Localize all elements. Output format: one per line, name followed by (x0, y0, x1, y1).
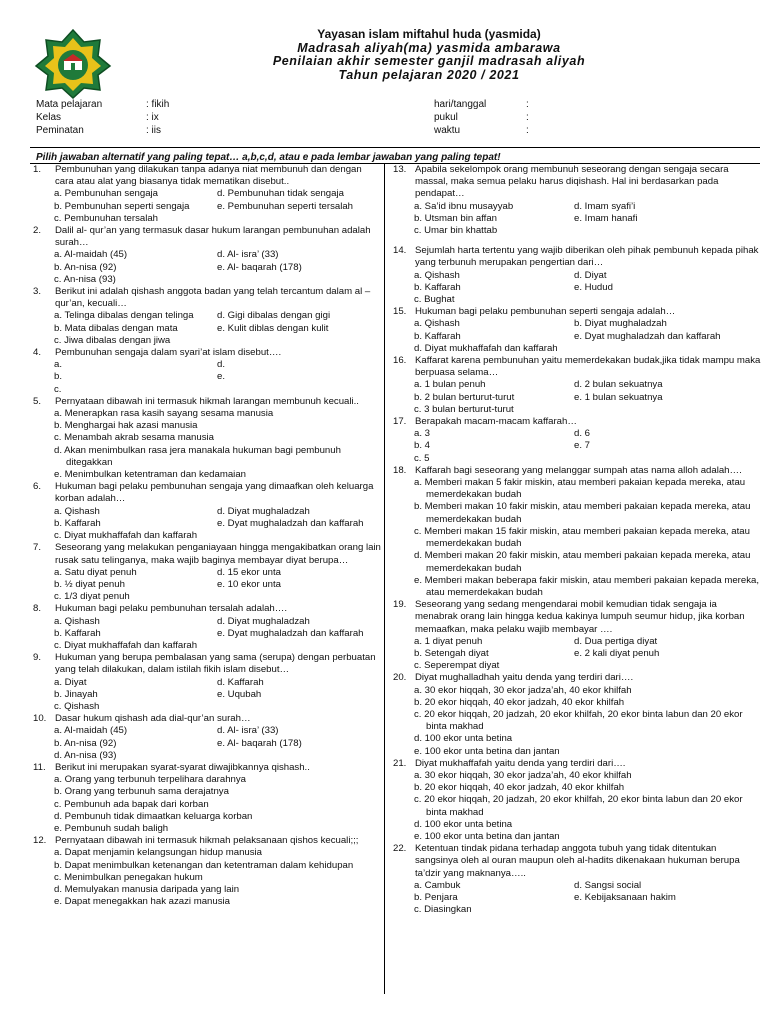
option-a[interactable]: a. Qishash (54, 505, 100, 517)
question-text: Hukuman bagi pelaku pembunuhan seperti sengaja adalah… (415, 306, 676, 318)
exam-info-right (434, 98, 529, 137)
option-d[interactable]: d. Dua pertiga diyat (574, 635, 658, 647)
option-d[interactable]: d. Sangsi social (574, 879, 642, 891)
question-text: Hukuman yang berupa pembalasan yang sama (serupa) dengan perbuatan yang telah dilakukan, dalam istilah fikih islam disebut… (55, 652, 376, 676)
option-c[interactable]: c. 1/3 diyat penuh (54, 591, 130, 603)
option-c[interactable]: c. 3 bulan berturut-turut (414, 403, 514, 415)
option-e[interactable]: e. Pembunuh sudah baligh (54, 822, 169, 834)
question-18 (390, 465, 762, 599)
question-number: 4. (33, 347, 42, 359)
option-d[interactable]: d. Al- isra’ (33) (217, 249, 279, 261)
document-header (120, 28, 738, 82)
option-e[interactable]: e. Uqubah (217, 688, 262, 700)
question-text: Dasar hukum qishash ada dial-qur’an surah… (55, 713, 251, 725)
question-number: 13. (393, 164, 407, 175)
option-b[interactable]: b. Pembunuhan seperti sengaja (54, 200, 190, 212)
question-number: 21. (393, 757, 407, 769)
question-17 (390, 416, 762, 465)
question-21 (390, 758, 762, 843)
option-a[interactable]: a. Al-maidah (45) (54, 249, 128, 261)
question-number: 18. (393, 464, 407, 476)
academic-year: Tahun pelajaran 2020 / 2021 (338, 67, 520, 82)
question-8 (30, 603, 382, 652)
option-b[interactable]: b. 4 (414, 440, 431, 452)
option-e[interactable]: e. Imam hanafi (574, 212, 638, 224)
option-c[interactable]: c. Menambah akrab sesama manusia (54, 432, 214, 444)
option-a[interactable]: a. Satu diyat penuh (54, 566, 137, 578)
option-c[interactable]: c. Menimbulkan penegakan hukum (54, 871, 203, 883)
question-text: Berapakah macam-macam kaffarah… (415, 416, 577, 428)
question-text: Apabila sekelompok orang membunuh seseorang dengan sengaja secara massal, maka semua pelaku harus diqishash. Hal ini berdasarkan pada pendapat… (415, 164, 729, 200)
question-9 (30, 652, 382, 713)
question-number: 14. (393, 245, 407, 257)
option-d[interactable]: d. Pembunuh tidak dimaatkan keluarga korban (54, 810, 253, 822)
option-b[interactable]: b. Utsman bin affan (414, 212, 498, 224)
question-number: 11. (33, 761, 46, 773)
question-number: 17. (393, 416, 407, 428)
option-b[interactable]: b. 2 bulan berturut-turut (414, 391, 515, 403)
question-2 (30, 225, 382, 286)
question-text: Kaffarah bagi seseorang yang melanggar sumpah atas nama alloh adalah…. (415, 464, 742, 476)
question-number: 1. (33, 164, 42, 175)
exam-info-left (36, 98, 169, 137)
option-d[interactable]: d. Pembunuhan tidak sengaja (217, 188, 344, 200)
school-name: Madrasah aliyah(ma) yasmida ambarawa (297, 40, 561, 55)
option-c[interactable]: c. Memberi makan 15 fakir miskin, atau memberi pakaian kepada mereka, atau memerdekakan budah (414, 525, 750, 550)
option-c[interactable]: c. Pembunuh ada bapak dari korban (54, 798, 209, 810)
option-b[interactable]: b. Orang yang terbunuh sama derajatnya (54, 786, 229, 798)
duration-label: waktu (434, 125, 461, 136)
madrasah-logo (34, 28, 112, 100)
question-number: 20. (393, 672, 407, 684)
duration-value: : (526, 125, 529, 136)
question-13 (390, 164, 762, 237)
option-b[interactable]: b. (54, 371, 63, 383)
option-c[interactable]: c. Qishash (54, 700, 100, 712)
option-d[interactable]: b. Diyat mughaladzah (574, 318, 667, 330)
question-number: 15. (393, 306, 407, 318)
option-e[interactable]: e. Dapat menegakkan hak azazi manusia (54, 896, 230, 908)
option-e[interactable]: e. (217, 371, 226, 383)
question-text: Dalil al- qur’an yang termasuk dasar hukum larangan pembunuhan adalah surah… (55, 225, 371, 249)
question-text: Pembunuhan sengaja dalam syari’at islam disebut…. (55, 347, 282, 359)
option-a[interactable]: a. 30 ekor hiqqah, 30 ekor jadza’ah, 40 ekor khilfah (414, 769, 632, 781)
option-e[interactable]: e. Kulit diblas dengan kulit (217, 322, 329, 334)
option-e[interactable]: e. Dyat mughaladzah dan kaffarah (217, 517, 364, 529)
option-c[interactable]: c. An-nisa (93) (54, 273, 116, 285)
option-e[interactable]: e. Dyat mughaladzah dan kaffarah (574, 330, 721, 342)
question-number: 10. (33, 713, 47, 725)
question-7 (30, 542, 382, 603)
option-e[interactable]: e. 100 ekor unta betina dan jantan (414, 830, 560, 842)
question-text: Seseorang yang melakukan penganiayaan hingga mengakibatkan orang lain rusak satu telinganya, maka wajib baginya membayar diyat berupa… (55, 542, 381, 566)
option-c[interactable]: c. Umar bin khattab (414, 225, 498, 237)
option-b[interactable]: b. Penjara (414, 891, 458, 903)
question-text: Diyat mukhaffafah yaitu denda yang terdiri dari…. (415, 757, 626, 769)
option-b[interactable]: b. Kaffarah (414, 281, 461, 293)
option-a[interactable]: a. Pembunuhan sengaja (54, 188, 159, 200)
option-d[interactable]: d. Memulyakan manusia daripada yang lain (54, 883, 240, 895)
option-e[interactable]: e. 10 ekor unta (217, 578, 282, 590)
option-c[interactable]: c. Pembunuhan tersalah (54, 212, 158, 224)
option-e[interactable]: e. Hudud (574, 281, 613, 293)
option-d[interactable]: d. Gigi dibalas dengan gigi (217, 310, 331, 322)
question-12 (30, 835, 382, 908)
class-value: : ix (146, 112, 159, 123)
question-number: 2. (33, 225, 42, 237)
question-10 (30, 713, 382, 762)
option-e[interactable]: e. 7 (574, 440, 591, 452)
question-6 (30, 481, 382, 542)
option-b[interactable]: b. Dapat menimbulkan ketenangan dan ketentraman dalam kehidupan (54, 859, 354, 871)
question-15 (390, 306, 762, 355)
exam-title: Penilaian akhir semester ganjil madrasah aliyah (272, 54, 586, 68)
option-a[interactable]: a. 1 diyat penuh (414, 635, 483, 647)
option-a[interactable]: a. 30 ekor hiqqah, 30 ekor jadza’ah, 40 ekor khilfah (414, 684, 632, 696)
question-text: Hukuman bagi pelaku pembunuhan sengaja yang dimaafkan oleh keluarga korban adalah… (55, 481, 374, 505)
question-number: 22. (393, 843, 407, 855)
option-a[interactable]: a. Memberi makan 5 fakir miskin, atau memberi pakaian kepada mereka, atau memerdekakan budah (414, 477, 746, 501)
major-label: Peminatan (36, 125, 84, 136)
option-c[interactable]: d. An-nisa (93) (54, 749, 117, 761)
option-a[interactable]: a. 1 bulan penuh (414, 379, 486, 391)
option-b[interactable]: b. An-nisa (92) (54, 737, 117, 749)
option-d[interactable]: d. Kaffarah (217, 676, 264, 688)
option-c[interactable]: c. 20 ekor hiqqah, 20 jadzah, 20 ekor khilfah, 20 ekor binta labun dan 20 ekor binta makhad (414, 708, 743, 733)
option-b[interactable]: b. Memberi makan 10 fakir miskin, atau memberi pakaian kepada mereka, atau memerdekakan budah (414, 501, 751, 525)
questions-right-column (390, 164, 762, 916)
question-19 (390, 599, 762, 672)
option-e[interactable]: e. Pembunuhan seperti tersalah (217, 200, 353, 212)
option-c[interactable]: c. Seperempat diyat (414, 660, 500, 672)
option-c[interactable]: c. Jiwa dibalas dengan jiwa (54, 334, 171, 346)
option-d[interactable]: d. 100 ekor unta betina (414, 733, 513, 745)
option-d[interactable]: d. 15 ekor unta (217, 566, 282, 578)
option-b[interactable]: b. Setengah diyat (414, 647, 489, 659)
question-text: Berikut ini merupakan syarat-syarat diwajibkannya qishash.. (55, 761, 310, 773)
option-b[interactable]: b. 20 ekor hiqqah, 40 ekor jadzah, 40 ekor khilfah (414, 782, 625, 794)
question-5 (30, 396, 382, 481)
option-d[interactable]: d. Akan menimbulkan rasa jera manakala hukuman bagi pembunuh ditegakkan (54, 444, 341, 468)
option-a[interactable]: a. Telinga dibalas dengan telinga (54, 310, 194, 322)
question-text: Pernyataan dibawah ini termasuk hikmah larangan membunuh kecuali.. (55, 395, 359, 407)
question-number: 19. (393, 599, 407, 611)
question-number: 7. (33, 542, 42, 554)
question-text: Hukuman bagi pelaku pembunuhan tersalah adalah…. (55, 603, 288, 615)
option-a[interactable]: a. 3 (414, 428, 431, 440)
question-number: 6. (33, 481, 42, 493)
column-divider (384, 164, 385, 994)
option-a[interactable]: a. Orang yang terbunuh terpelihara darahnya (54, 774, 247, 786)
question-text: Berikut ini adalah qishash anggota badan yang telah tercantum dalam al – qur’an, kecuali… (55, 286, 371, 310)
option-a[interactable]: a. Menerapkan rasa kasih sayang sesama manusia (54, 408, 274, 420)
option-b[interactable]: b. Jinayah (54, 688, 98, 700)
option-b[interactable]: b. Kaffarah (54, 517, 101, 529)
question-16 (390, 355, 762, 416)
major-value: : iis (146, 125, 161, 136)
question-text: Seseorang yang sedang mengendarai mobil kemudian tidak sengaja ia menabrak orang lain hingga kedua kakinya lumpuh seumur hidup, jika korban memaafkan, maka pelaku wajib membayar …. (415, 599, 745, 635)
question-text: Diyat mughalladhah yaitu denda yang terdiri dari…. (415, 672, 634, 684)
question-number: 3. (33, 286, 42, 298)
option-d[interactable]: d. Diyat (574, 269, 607, 281)
option-b[interactable]: b. Menghargai hak azasi manusia (54, 420, 198, 432)
question-number: 16. (393, 355, 407, 367)
question-number: 12. (33, 835, 47, 847)
option-d[interactable]: d. (217, 359, 226, 371)
option-d[interactable]: d. 100 ekor unta betina (414, 818, 513, 830)
option-a[interactable]: a. (54, 359, 63, 371)
question-text: Ketentuan tindak pidana terhadap anggota tubuh yang tidak ditentukan sangsinya oleh al ouran maupun oleh al-hadits dikenakaan hukuman berupa ta’dzir yang maknanya….. (415, 843, 740, 879)
option-a[interactable]: a. Diyat (54, 676, 87, 688)
option-b[interactable]: b. Kaffarah (54, 627, 101, 639)
option-d[interactable]: d. Diyat mughaladzah (217, 505, 310, 517)
question-3 (30, 286, 382, 347)
option-b[interactable]: b. ½ diyat penuh (54, 578, 125, 590)
question-text: Sejumlah harta tertentu yang wajib diberikan oleh pihak pembunuh kepada pihak yang terbunuh merupakan pengertian dari… (415, 245, 759, 269)
date-label: hari/tanggal (434, 99, 487, 110)
option-b[interactable]: b. Mata dibalas dengan mata (54, 322, 178, 334)
subject-value: : fikih (146, 99, 170, 110)
option-e[interactable]: e. 100 ekor unta betina dan jantan (414, 745, 560, 757)
option-a[interactable]: a. Sa’id ibnu musayyab (414, 200, 514, 212)
question-text: Pembunuhan yang dilakukan tanpa adanya niat membunuh dan dengan cara atau alat yang biasanya tidak mematikan disebut.. (55, 164, 362, 188)
option-e[interactable]: e. Al- baqarah (178) (217, 261, 302, 273)
option-a[interactable]: a. Dapat menjamin kelangsungan hidup manusia (54, 847, 262, 859)
option-e[interactable]: e. Dyat mughaladzah dan kaffarah (217, 627, 364, 639)
time-value: : (526, 112, 529, 123)
option-a[interactable]: a. Al-maidah (45) (54, 725, 128, 737)
questions-left-column (30, 164, 382, 908)
foundation-name: Yayasan islam miftahul huda (yasmida) (317, 27, 541, 41)
question-1 (30, 164, 382, 225)
option-e[interactable]: e. 1 bulan sekuatnya (574, 391, 663, 403)
option-b[interactable]: b. 20 ekor hiqqah, 40 ekor jadzah, 40 ekor khilfah (414, 696, 625, 708)
option-c[interactable]: c. Diasingkan (414, 904, 472, 916)
question-20 (390, 672, 762, 757)
instruction: Pilih jawaban alternatif yang paling tepat… a,b,c,d, atau e pada lembar jawaban yang paling tepat! (36, 152, 501, 163)
question-4 (30, 347, 382, 396)
question-number: 5. (33, 395, 42, 407)
option-d[interactable]: d. Diyat mughaladzah (217, 615, 310, 627)
option-c[interactable]: d. Diyat mukhaffafah dan kaffarah (414, 342, 558, 354)
option-c[interactable]: c. 5 (414, 452, 430, 464)
option-a[interactable]: a. Qishash (414, 318, 460, 330)
option-b[interactable]: b. An-nisa (92) (54, 261, 117, 273)
option-b[interactable]: b. Kaffarah (414, 330, 461, 342)
option-d[interactable]: d. Imam syafi’i (574, 200, 636, 212)
option-c[interactable]: c. Diyat mukhaffafah dan kaffarah (54, 530, 198, 542)
question-text: Kaffarat karena pembunuhan yaitu memerdekakan budak,jika tidak mampu maka berpuasa selama… (415, 355, 761, 379)
option-d[interactable]: d. Al- isra’ (33) (217, 725, 279, 737)
option-d[interactable]: d. 6 (574, 428, 591, 440)
option-c[interactable]: c. Bughat (414, 294, 455, 306)
divider-top (30, 147, 760, 148)
option-e[interactable]: e. Memberi makan beberapa fakir miskin, atau memberi pakaian kepada mereka, atau memerdekakan budah (414, 574, 760, 598)
option-a[interactable]: a. Qishash (414, 269, 460, 281)
class-label: Kelas (36, 112, 62, 123)
option-e[interactable]: e. Al- baqarah (178) (217, 737, 302, 749)
option-e[interactable]: e. Menimbulkan ketentraman dan kedamaian (54, 469, 246, 481)
option-d[interactable]: d. 2 bulan sekuatnya (574, 379, 663, 391)
question-14 (390, 245, 762, 306)
question-number: 8. (33, 603, 42, 615)
date-value: : (526, 99, 529, 110)
option-c[interactable]: c. 20 ekor hiqqah, 20 jadzah, 20 ekor khilfah, 20 ekor binta labun dan 20 ekor binta makhad (414, 794, 743, 818)
time-label: pukul (434, 112, 458, 123)
option-d[interactable]: d. Memberi makan 20 fakir miskin, atau memberi pakaian kepada mereka, atau memerdekakan budah (414, 550, 751, 574)
option-c[interactable]: c. (54, 383, 62, 395)
question-number: 9. (33, 652, 42, 664)
question-11 (30, 762, 382, 835)
question-text: Pernyataan dibawah ini termasuk hikmah pelaksanaan qishos kecuali;;; (55, 835, 359, 847)
option-a[interactable]: a. Cambuk (414, 879, 461, 891)
option-a[interactable]: a. Qishash (54, 615, 100, 627)
subject-label: Mata pelajaran (36, 99, 103, 110)
option-c[interactable]: c. Diyat mukhaffafah dan kaffarah (54, 639, 198, 651)
question-22 (390, 843, 762, 916)
option-e[interactable]: e. Kebijaksanaan hakim (574, 891, 676, 903)
option-e[interactable]: e. 2 kali diyat penuh (574, 647, 660, 659)
